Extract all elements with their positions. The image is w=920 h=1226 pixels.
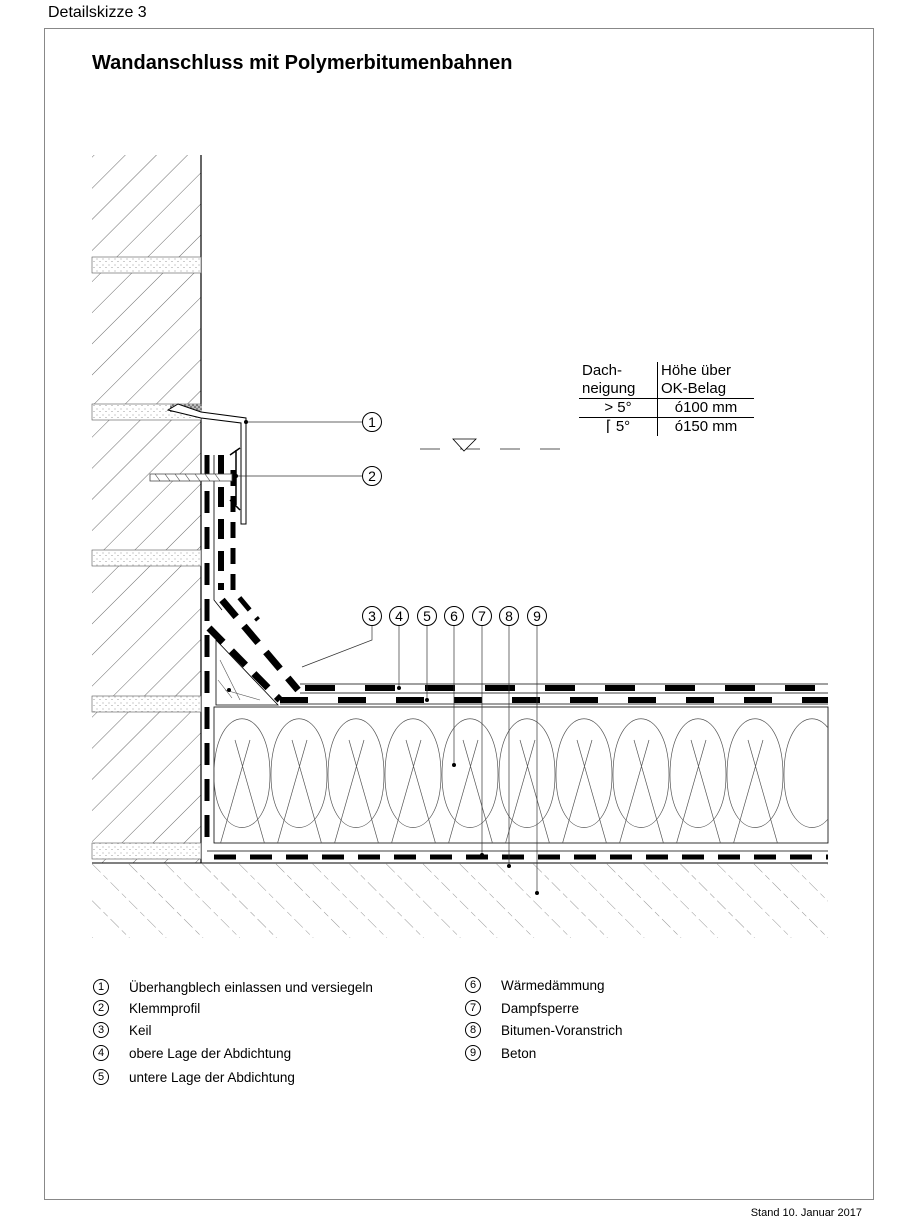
upper-membrane-layer	[214, 455, 828, 693]
water-level-marker	[420, 439, 560, 451]
legend-number: 7	[465, 1000, 481, 1016]
legend-text: Bitumen-Voranstrich	[501, 1022, 623, 1038]
callout-5: 5	[417, 606, 437, 626]
legend-number: 5	[93, 1069, 109, 1085]
callout-6: 6	[444, 606, 464, 626]
legend-number: 3	[93, 1022, 109, 1038]
legend-number: 2	[93, 1000, 109, 1016]
wedge	[216, 640, 278, 705]
legend-item-8	[465, 1022, 623, 1038]
legend-text: Klemmprofil	[129, 1000, 201, 1016]
slope-height-table	[579, 362, 754, 436]
sheet-label: Detailskizze 3	[48, 4, 147, 21]
legend-item-9	[465, 1045, 536, 1061]
callout-4: 4	[389, 606, 409, 626]
callout-7: 7	[472, 606, 492, 626]
header-col1-line1: Dach-	[582, 362, 623, 379]
legend-item-6	[465, 977, 605, 993]
legend-number: 6	[465, 977, 481, 993]
legend-text: Beton	[501, 1045, 537, 1061]
lower-membrane-layer	[209, 455, 828, 704]
table-header-row	[579, 362, 754, 399]
legend-text: Wärmedämmung	[501, 977, 605, 993]
legend-text: untere Lage der Abdichtung	[129, 1069, 295, 1085]
concrete-slab	[92, 863, 828, 938]
callout-2: 2	[362, 466, 382, 486]
legend-text: Keil	[129, 1022, 152, 1038]
legend-item-5	[93, 1069, 295, 1085]
row1-neigung: > 5°	[579, 399, 658, 418]
legend-number: 4	[93, 1045, 109, 1061]
legend-item-1	[93, 979, 373, 995]
legend-item-7	[465, 1000, 579, 1016]
table-row	[579, 399, 754, 418]
legend-number: 8	[465, 1022, 481, 1038]
legend-number: 1	[93, 979, 109, 995]
header-dachneigung	[579, 362, 658, 399]
callout-9: 9	[527, 606, 547, 626]
legend-item-2	[93, 1000, 200, 1016]
row2-hoehe: ó150 mm	[658, 418, 755, 437]
thermal-insulation	[214, 707, 840, 845]
legend-text: obere Lage der Abdichtung	[129, 1045, 292, 1061]
header-col1-line2: neigung	[582, 380, 636, 397]
legend-text: Dampfsperre	[501, 1000, 580, 1016]
date-stamp: Stand 10. Januar 2017	[750, 1207, 862, 1219]
callout-8: 8	[499, 606, 519, 626]
page-title: Wandanschluss mit Polymerbitumenbahnen	[92, 52, 513, 74]
legend-item-4	[93, 1045, 291, 1061]
table-row	[579, 418, 754, 437]
row2-neigung: ⌈ 5°	[579, 418, 658, 437]
legend-number: 9	[465, 1045, 481, 1061]
legend-item-3	[93, 1022, 152, 1038]
header-col2-line2: OK-Belag	[661, 380, 727, 397]
callout-1: 1	[362, 412, 382, 432]
row1-hoehe: ó100 mm	[658, 399, 755, 418]
header-hoehe	[658, 362, 755, 399]
header-col2-line1: Höhe über	[661, 362, 732, 379]
callout-3: 3	[362, 606, 382, 626]
legend-text: Überhangblech einlassen und versiegeln	[129, 979, 373, 995]
